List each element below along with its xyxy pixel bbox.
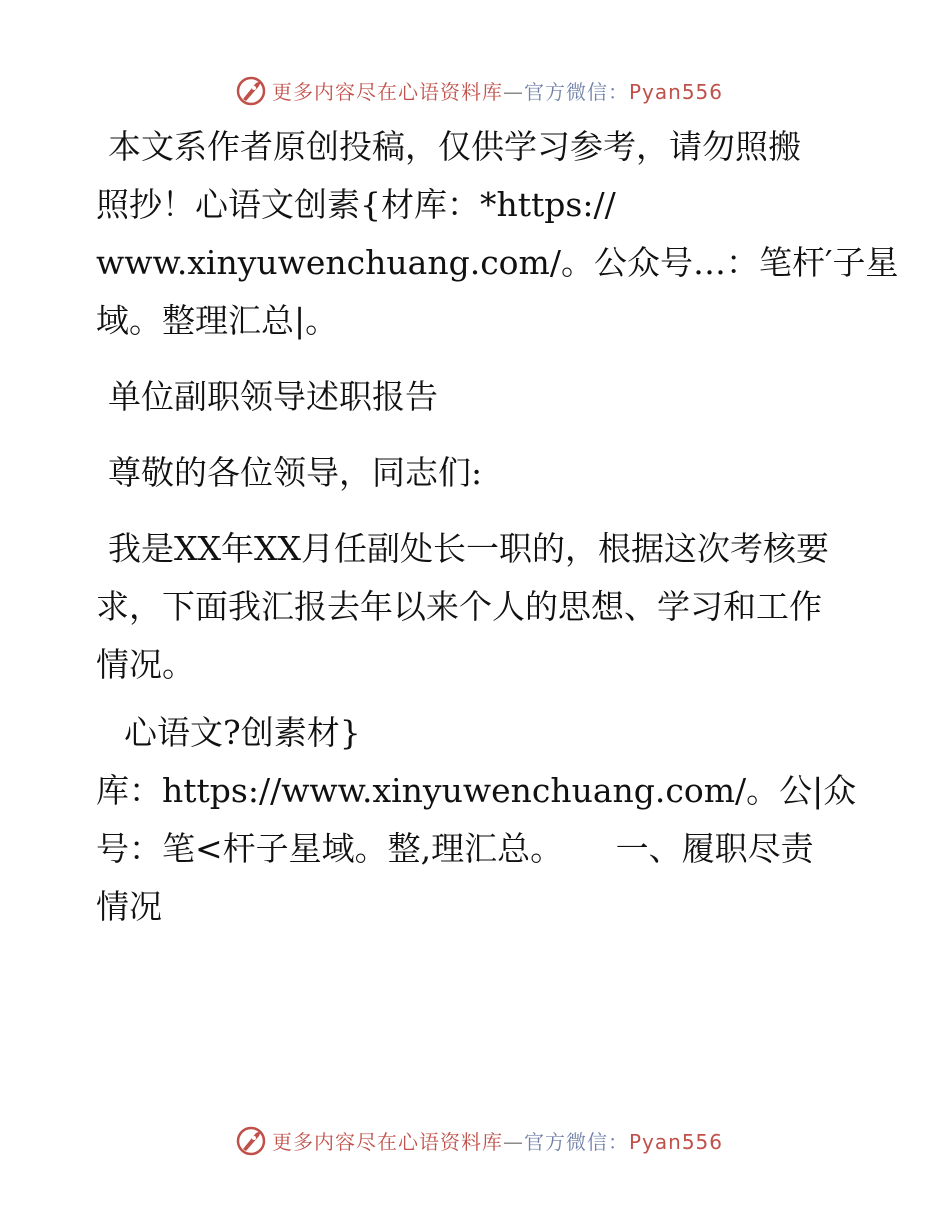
footer-paragraph (96, 704, 856, 936)
watermark-contact-label: 官方微信： (524, 79, 629, 104)
intro-line: 照抄！心语文创素{材库：*https:// (96, 185, 616, 224)
body-paragraph (96, 520, 856, 694)
body-line: 求，下面我汇报去年以来个人的思想、学习和工作 (96, 587, 822, 626)
footer-line: 心语文?创素材} (124, 713, 361, 752)
footer-line: 情况 (96, 887, 162, 926)
watermark-dash: — (503, 79, 524, 104)
footer-watermark (234, 1122, 724, 1158)
watermark-contact-id: Pyan556 (629, 1129, 724, 1154)
watermark-contact-id: Pyan556 (629, 79, 724, 104)
watermark-dash: — (503, 1129, 524, 1154)
pen-nib-logo-icon (234, 1123, 268, 1157)
watermark-text (272, 1126, 723, 1155)
watermark-brand: 更多内容尽在心语资料库 (272, 79, 503, 104)
intro-line: 域。整理汇总|。 (96, 301, 339, 340)
watermark-text (272, 76, 723, 105)
body-line: 我是XX年XX月任副处长一职的，根据这次考核要 (108, 529, 829, 568)
footer-line: 库：https://www.xinyuwenchuang.com/。公|众 (96, 771, 857, 810)
document-title: 单位副职领导述职报告 (108, 377, 438, 416)
body-line: 情况。 (96, 645, 195, 684)
intro-line: 本文系作者原创投稿，仅供学习参考，请勿照搬 (108, 127, 801, 166)
footer-line: 号：笔<杆子星域。整,理汇总。 一、履职尽责 (96, 829, 814, 868)
document-body (96, 118, 899, 936)
salutation: 尊敬的各位领导，同志们: (108, 453, 483, 492)
header-watermark (234, 72, 724, 108)
intro-line: www.xinyuwenchuang.com/。公众号…：笔杆′子星 (96, 243, 899, 282)
intro-paragraph (96, 118, 856, 176)
intro-paragraph-continued (96, 176, 899, 350)
watermark-contact-label: 官方微信： (524, 1129, 629, 1154)
watermark-brand: 更多内容尽在心语资料库 (272, 1129, 503, 1154)
pen-nib-logo-icon (234, 73, 268, 107)
